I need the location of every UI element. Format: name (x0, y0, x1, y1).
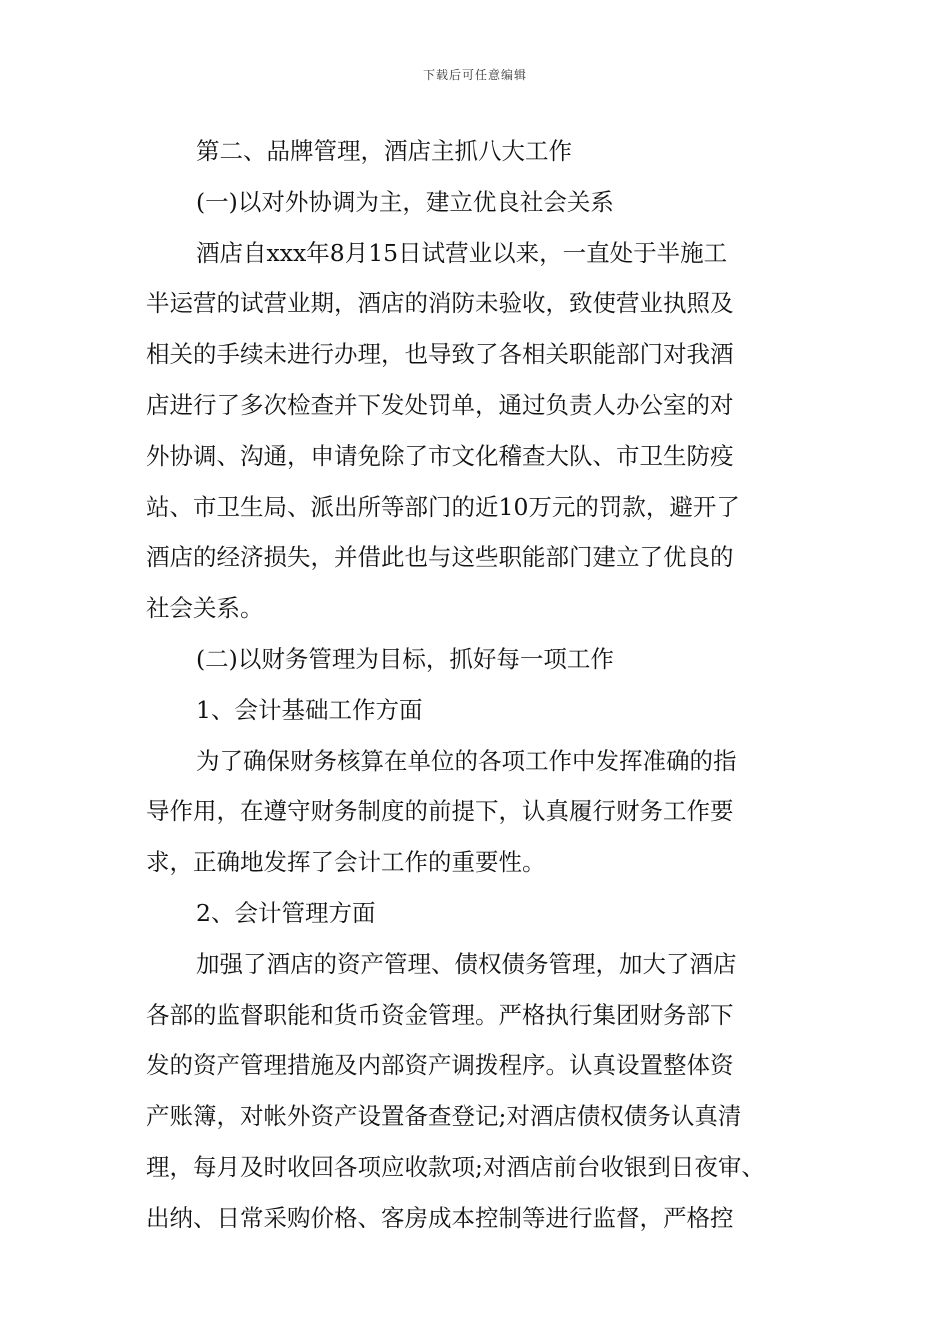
text-line: 产账簿，对帐外资产设置备查登记;对酒店债权债务认真清 (146, 1102, 742, 1131)
text-line: 社会关系。 (146, 594, 264, 623)
text-line: 理，每月及时收回各项应收款项;对酒店前台收银到日夜审、 (146, 1152, 765, 1181)
text-line: 2、会计管理方面 (196, 898, 376, 927)
text-line: (一)以对外协调为主，建立优良社会关系 (196, 187, 614, 216)
header-note: 下载后可任意编辑 (422, 68, 527, 82)
text-line: 加强了酒店的资产管理、债权债务管理，加大了酒店 (196, 949, 737, 978)
text-line: 外协调、沟通，申请免除了市文化稽查大队、市卫生防疫 (146, 441, 734, 470)
text-line: 相关的手续未进行办理，也导致了各相关职能部门对我酒 (146, 340, 734, 369)
body-text (146, 126, 810, 1244)
text-line: 站、市卫生局、派出所等部门的近10万元的罚款，避开了 (146, 492, 740, 521)
text-line: 各部的监督职能和货币资金管理。严格执行集团财务部下 (146, 1000, 734, 1029)
text-line: 出纳、日常采购价格、客房成本控制等进行监督，严格控 (146, 1203, 734, 1232)
text-line: 酒店自xxx年8月15日试营业以来，一直处于半施工 (196, 238, 728, 267)
text-line: 发的资产管理措施及内部资产调拨程序。认真设置整体资 (146, 1051, 734, 1080)
text-line: 第二、品牌管理，酒店主抓八大工作 (196, 137, 572, 165)
text-line: (二)以财务管理为目标，抓好每一项工作 (196, 644, 614, 673)
text-line: 求，正确地发挥了会计工作的重要性。 (146, 848, 546, 877)
text-line: 1、会计基础工作方面 (196, 695, 423, 724)
text-line: 导作用，在遵守财务制度的前提下，认真履行财务工作要 (146, 797, 734, 826)
text-line: 店进行了多次检查并下发处罚单，通过负责人办公室的对 (146, 390, 734, 419)
text-line: 酒店的经济损失，并借此也与这些职能部门建立了优良的 (146, 543, 734, 572)
text-line: 为了确保财务核算在单位的各项工作中发挥准确的指 (196, 746, 737, 775)
text-line: 半运营的试营业期，酒店的消防未验收，致使营业执照及 (146, 289, 734, 318)
